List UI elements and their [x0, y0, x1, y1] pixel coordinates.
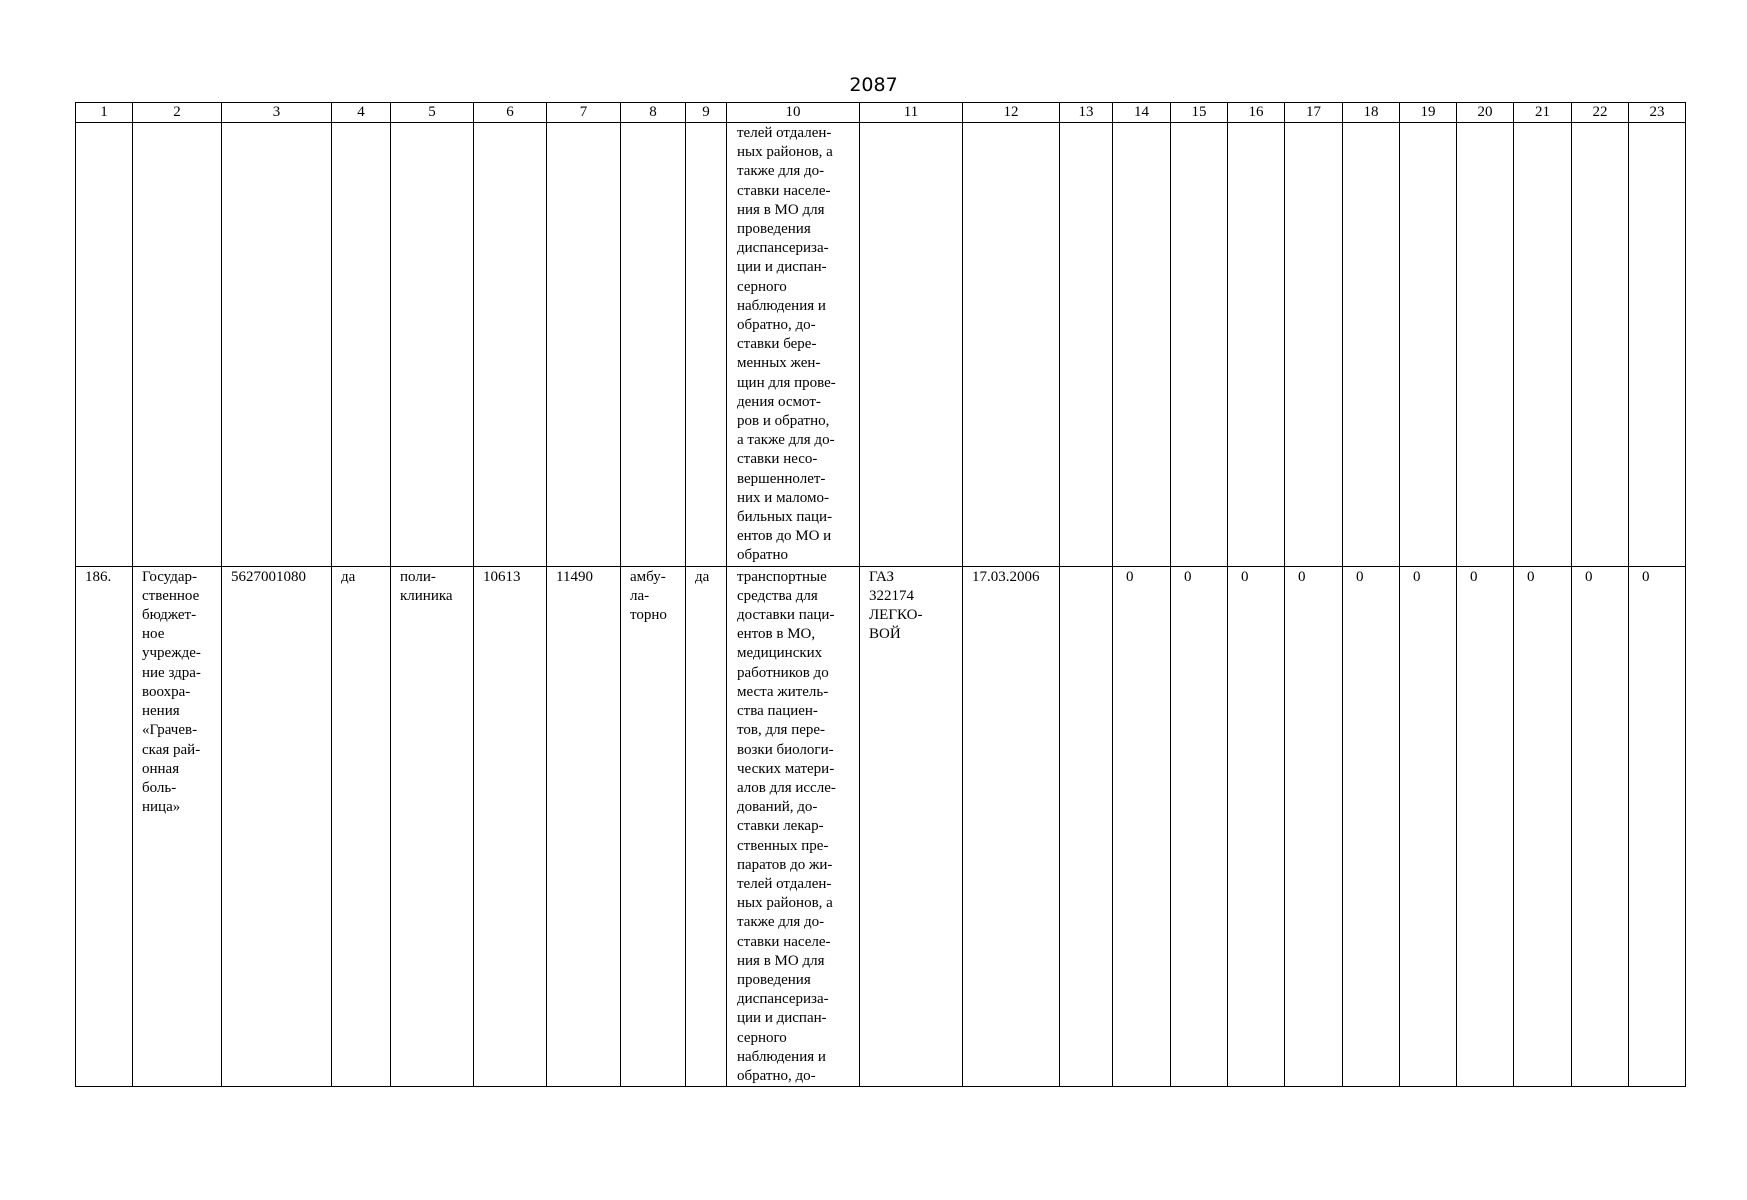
col-header-3: 3	[222, 103, 332, 123]
col-header-7: 7	[547, 103, 621, 123]
unit-type: поли- клиника	[391, 566, 474, 1086]
col-header-1: 1	[76, 103, 133, 123]
cell-col-19: 0	[1400, 566, 1457, 1086]
vehicle-model: ГАЗ 322174 ЛЕГКО- ВОЙ	[860, 566, 963, 1086]
cell-col-4: да	[332, 566, 391, 1086]
cell-col-9: да	[686, 566, 727, 1086]
cell-col-15: 0	[1171, 566, 1228, 1086]
cell-col-7: 11490	[547, 566, 621, 1086]
cell	[621, 123, 686, 567]
col-header-15: 15	[1171, 103, 1228, 123]
col-header-18: 18	[1343, 103, 1400, 123]
cell	[76, 123, 133, 567]
cell	[133, 123, 222, 567]
organization-name: Государ- ственное бюджет- ное учрежде- ние здра- воохра- нения «Грачев- ская рай- онная боль- ница»	[133, 566, 222, 1086]
col-header-23: 23	[1629, 103, 1686, 123]
col-header-14: 14	[1113, 103, 1171, 123]
cell	[1514, 123, 1572, 567]
col-header-2: 2	[133, 103, 222, 123]
col-header-9: 9	[686, 103, 727, 123]
cell	[547, 123, 621, 567]
cell	[1400, 123, 1457, 567]
col-header-17: 17	[1285, 103, 1343, 123]
cell	[1171, 123, 1228, 567]
cell	[474, 123, 547, 567]
cell-col-16: 0	[1228, 566, 1285, 1086]
cell-col-17: 0	[1285, 566, 1343, 1086]
table-row-186	[76, 566, 1686, 1086]
col-header-13: 13	[1060, 103, 1113, 123]
column-number-row	[76, 103, 1686, 123]
transport-purpose: транспортные средства для доставки паци- ентов в МО, медицинских работников до места житель- ства пациен- тов, для пере- возки биологи- ческих матери- алов для иссле- дований, до- ставки лекар- ственных пре- паратов до жи- телей отдален- ных районов, а также для до- ставки населе- ния в МО для проведения диспансериза- ции и диспан- серного наблюдения и обратно, до-	[727, 566, 860, 1086]
col-header-5: 5	[391, 103, 474, 123]
cell	[332, 123, 391, 567]
col-header-8: 8	[621, 103, 686, 123]
cell	[963, 123, 1060, 567]
cell-col-6: 10613	[474, 566, 547, 1086]
cell-col-22: 0	[1572, 566, 1629, 1086]
col-header-12: 12	[963, 103, 1060, 123]
cell	[1060, 123, 1113, 567]
cell	[1113, 123, 1171, 567]
cell	[860, 123, 963, 567]
col-header-19: 19	[1400, 103, 1457, 123]
cell	[1457, 123, 1514, 567]
cell-col-21: 0	[1514, 566, 1572, 1086]
col-header-4: 4	[332, 103, 391, 123]
table-row-continuation	[76, 123, 1686, 567]
transport-purpose-continuation: телей отдален- ных районов, а также для до- ставки населе- ния в МО для проведения диспансериза- ции и диспан- серного наблюдения и обратно, до- ставки бере- менных жен- щин для прове- дения осмот- ров и обратно, а также для до- ставки несо- вершеннолет- них и маломо- бильных паци- ентов до МО и обратно	[727, 123, 860, 567]
care-conditions: амбу- ла- торно	[621, 566, 686, 1086]
cell-col-20: 0	[1457, 566, 1514, 1086]
page-number: 2087	[849, 74, 898, 96]
col-header-6: 6	[474, 103, 547, 123]
cell	[1343, 123, 1400, 567]
cell	[686, 123, 727, 567]
col-header-11: 11	[860, 103, 963, 123]
cell-col-18: 0	[1343, 566, 1400, 1086]
col-header-16: 16	[1228, 103, 1285, 123]
cell	[1572, 123, 1629, 567]
cell-col-13	[1060, 566, 1113, 1086]
cell	[391, 123, 474, 567]
cell	[222, 123, 332, 567]
cell	[1228, 123, 1285, 567]
cell-col-14: 0	[1113, 566, 1171, 1086]
vehicle-date: 17.03.2006	[963, 566, 1060, 1086]
col-header-22: 22	[1572, 103, 1629, 123]
cell	[1629, 123, 1686, 567]
col-header-10: 10	[727, 103, 860, 123]
row-number: 186.	[76, 566, 133, 1086]
register-table	[75, 102, 1686, 1087]
col-header-20: 20	[1457, 103, 1514, 123]
inn: 5627001080	[222, 566, 332, 1086]
cell	[1285, 123, 1343, 567]
cell-col-23: 0	[1629, 566, 1686, 1086]
col-header-21: 21	[1514, 103, 1572, 123]
